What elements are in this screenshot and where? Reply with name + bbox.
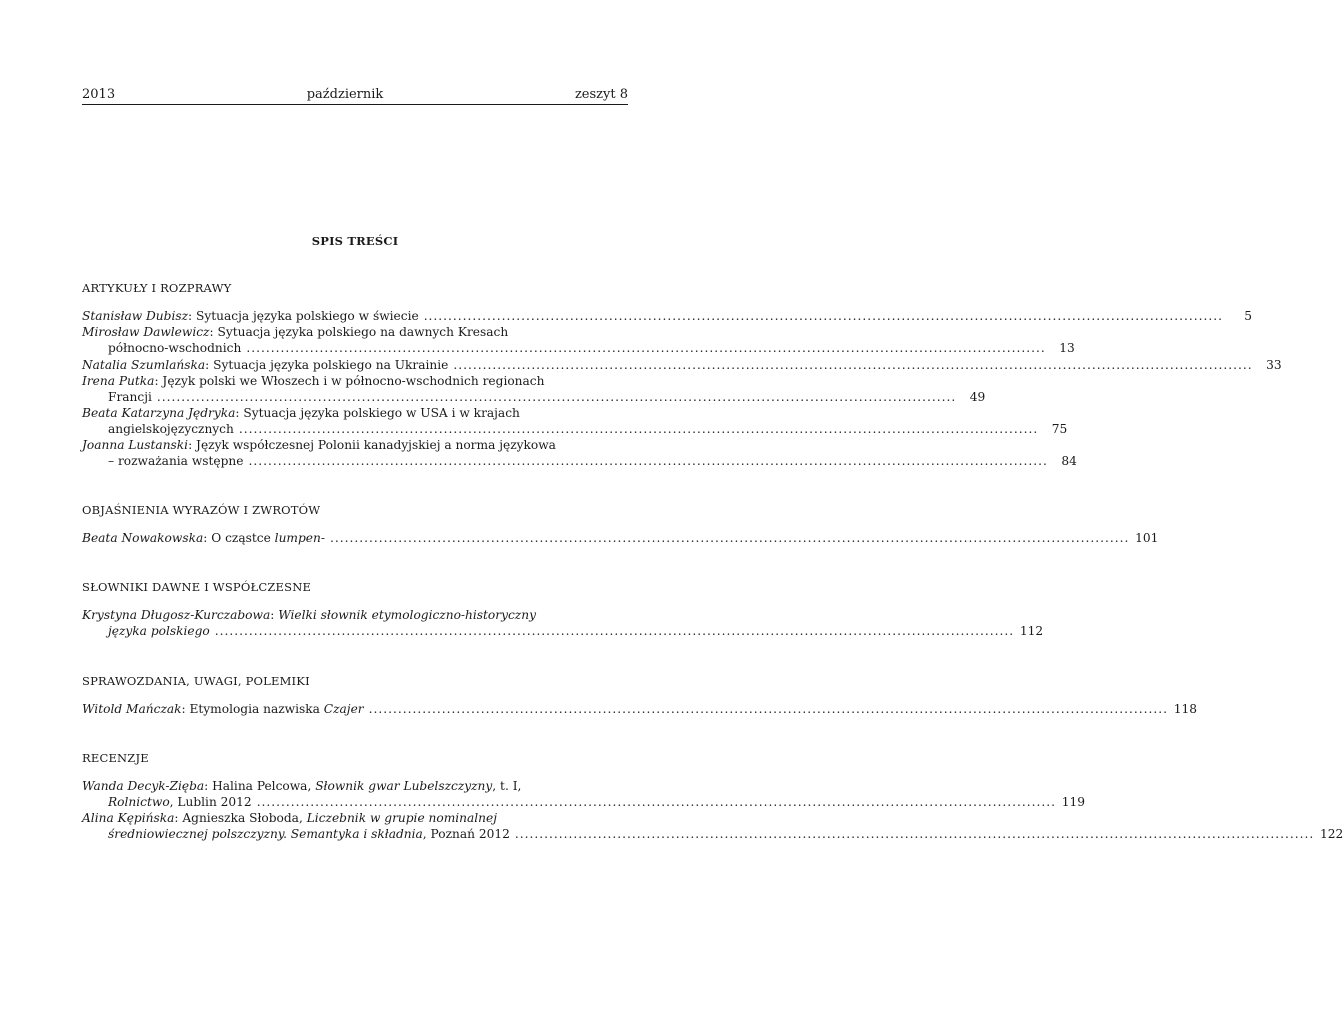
entry-title-italic: Czajer — [323, 702, 364, 716]
section-heading-sprawozdania: SPRAWOZDANIA, UWAGI, POLEMIKI — [82, 674, 310, 688]
dot-leader: .................................................................................................................................................................... — [256, 795, 1057, 809]
toc-entry[interactable] — [82, 405, 628, 421]
entry-title-italic: Rolnictwo — [108, 795, 170, 809]
toc-entry-continuation[interactable] — [108, 826, 1343, 842]
section-heading-objasnienia: OBJAŚNIENIA WYRAZÓW I ZWROTÓW — [82, 503, 321, 517]
entry-author: Mirosław Dawlewicz — [82, 325, 210, 339]
entry-author: Alina Kępińska — [82, 811, 175, 825]
section-heading-recenzje: RECENZJE — [82, 751, 149, 765]
entry-author: Beata Nowakowska — [82, 531, 204, 545]
toc-entry[interactable] — [82, 308, 1253, 324]
entry-title: , t. I, — [492, 779, 522, 793]
section-heading-artykuly: ARTYKUŁY I ROZPRAWY — [82, 281, 232, 295]
entry-text — [82, 357, 448, 373]
toc-entry[interactable] — [82, 810, 628, 826]
toc-entry-continuation[interactable] — [108, 623, 1044, 639]
entry-title: : Sytuacja języka polskiego na dawnych Kresach — [209, 325, 509, 339]
toc-entry[interactable] — [82, 437, 628, 453]
entry-title: : O cząstce — [203, 531, 275, 545]
entry-page: 112 — [1019, 624, 1044, 638]
dot-leader: .................................................................................................................................................................... — [214, 624, 1015, 638]
entry-title: , Lublin 2012 — [169, 795, 252, 809]
entry-title-cont: – rozważania wstępne — [108, 454, 244, 468]
entry-title-cont: angielskojęzycznych — [108, 422, 234, 436]
entry-page: 118 — [1173, 702, 1197, 716]
entry-title: : Etymologia nazwiska — [181, 702, 324, 716]
entry-title-italic: średniowiecznej polszczyzny. Semantyka i składnia — [108, 827, 423, 841]
toc-entry[interactable] — [82, 373, 628, 389]
header-year: 2013 — [82, 87, 116, 102]
entry-title-cont — [108, 794, 252, 810]
entry-separator: : — [270, 608, 279, 622]
entry-title: : Język współczesnej Polonii kanadyjskiej a norma językowa — [188, 438, 556, 452]
toc-entry-continuation[interactable] — [108, 794, 1086, 810]
entry-author: Beata Katarzyna Jędryka — [82, 406, 236, 420]
entry-author: Natalia Szumlańska — [82, 358, 206, 372]
dot-leader: .................................................................................................................................................................... — [156, 390, 957, 404]
entry-title: : Agnieszka Słoboda, — [174, 811, 307, 825]
entry-page: 13 — [1059, 341, 1075, 355]
entry-title-cont: języka polskiego — [108, 624, 210, 638]
header-issue: zeszyt 8 — [574, 87, 628, 102]
entry-title-italic: Słownik gwar Lubelszczyzny — [315, 779, 493, 793]
entry-text — [82, 701, 364, 717]
entry-page: 49 — [969, 390, 986, 404]
toc-entry[interactable] — [82, 607, 628, 623]
entry-author: Wanda Decyk-Zięba — [82, 779, 205, 793]
dot-leader: .................................................................................................................................................................... — [514, 827, 1315, 841]
toc-entry-continuation[interactable] — [108, 340, 1075, 356]
entry-page: 33 — [1266, 358, 1282, 372]
toc-entry[interactable] — [82, 324, 628, 340]
entry-page: 119 — [1061, 795, 1086, 809]
entry-title-cont: Francji — [108, 390, 152, 404]
entry-title: : Sytuacja języka polskiego na Ukrainie — [205, 358, 449, 372]
entry-text — [82, 308, 419, 324]
toc-entry-continuation[interactable] — [108, 453, 1077, 469]
toc-entry-continuation[interactable] — [108, 421, 1068, 437]
section-heading-slowniki: SŁOWNIKI DAWNE I WSPÓŁCZESNE — [82, 580, 312, 594]
dot-leader: .................................................................................................................................................................... — [238, 422, 1039, 436]
entry-text — [82, 530, 325, 546]
entry-author: Krystyna Długosz-Kurczabowa — [82, 608, 271, 622]
entry-title: : Sytuacja języka polskiego w świecie — [188, 309, 419, 323]
entry-title-cont — [108, 826, 510, 842]
entry-author: Joanna Lustanski — [82, 438, 189, 452]
entry-title: Wielki słownik etymologiczno-historyczny — [278, 608, 536, 622]
entry-page: 75 — [1051, 422, 1068, 436]
entry-author: Witold Mańczak — [82, 702, 182, 716]
running-header — [82, 87, 628, 105]
entry-page: 122 — [1319, 827, 1343, 841]
entry-author: Stanisław Dubisz — [82, 309, 189, 323]
toc-entry[interactable] — [82, 530, 1159, 546]
entry-title: , Poznań 2012 — [422, 827, 510, 841]
entry-title-italic: Liczebnik w grupie nominalnej — [306, 811, 498, 825]
entry-title: : Halina Pelcowa, — [204, 779, 316, 793]
toc-entry[interactable] — [82, 778, 628, 794]
dot-leader: .................................................................................................................................................................... — [368, 702, 1168, 716]
dot-leader: .................................................................................................................................................................... — [329, 531, 1130, 545]
dot-leader: .................................................................................................................................................................... — [453, 358, 1253, 372]
header-month: październik — [306, 87, 384, 102]
entry-title: : Sytuacja języka polskiego w USA i w krajach — [235, 406, 520, 420]
entry-title: : Język polski we Włoszech i w północno-wschodnich regionach — [154, 374, 545, 388]
toc-entry-continuation[interactable] — [108, 389, 986, 405]
entry-title-italic: lumpen- — [274, 531, 325, 545]
page-title: SPIS TREŚCI — [311, 234, 399, 248]
dot-leader: .................................................................................................................................................................... — [248, 454, 1048, 468]
toc-entry[interactable] — [82, 357, 1282, 373]
toc-entry[interactable] — [82, 701, 1197, 717]
entry-page: 84 — [1061, 454, 1077, 468]
entry-author: Irena Putka — [82, 374, 155, 388]
entry-page: 5 — [1244, 309, 1253, 323]
dot-leader: .................................................................................................................................................................... — [423, 309, 1224, 323]
entry-title-cont: północno-wschodnich — [108, 341, 242, 355]
dot-leader: .................................................................................................................................................................... — [246, 341, 1046, 355]
entry-page: 101 — [1135, 531, 1159, 545]
